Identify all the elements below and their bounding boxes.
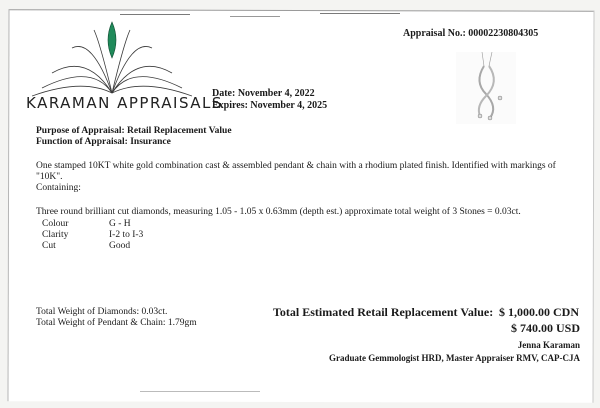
paper-edge-top [9,9,595,12]
purpose-of-appraisal: Purpose of Appraisal: Retail Replacement Value [36,126,232,136]
stones-description: Three round brilliant cut diamonds, measuring 1.05 - 1.05 x 0.63mm (depth est.) approximate total weight of 3 Stones = 0.03ct. [36,207,521,217]
spec-value-colour: G - H [109,219,131,229]
paper-edge-right [592,11,594,403]
pendant-photo-icon [456,52,516,124]
total-value-cdn: $ 1,000.00 CDN [499,305,579,319]
diamond-icon [488,116,492,120]
appraiser-name: Jenna Karaman [517,340,580,350]
total-value-usd: $ 740.00 USD [510,321,580,335]
diamond-weight: Total Weight of Diamonds: 0.03ct. [36,307,168,317]
spec-label-cut: Cut [42,241,56,251]
appraiser-credentials: Graduate Gemmologist HRD, Master Appraiser RMV, CAP-CJA [329,353,580,363]
scratch-mark [320,13,400,14]
appraisal-dates [212,88,327,112]
weights-block [36,307,197,329]
spec-value-clarity: I-2 to I-3 [109,230,144,240]
diamond-icon [478,114,482,118]
company-logo-icon [32,18,192,98]
spec-label-clarity: Clarity [42,230,69,240]
appraisal-number: Appraisal No.: 00002230804305 [403,28,539,39]
item-description: One stamped 10KT white gold combination cast & assembled pendant & chain with a rhodium plated finish. Identified with markings of "10K". [36,161,556,182]
spec-label-colour: Colour [42,219,69,229]
spec-value-cut: Good [109,241,131,251]
paper-edge-left [7,9,9,401]
expiry-date: Expires: November 4, 2025 [212,100,328,111]
company-name: KARAMAN APPRAISALS [26,94,223,112]
total-value-label: Total Estimated Retail Replacement Value: [273,305,494,319]
function-of-appraisal: Function of Appraisal: Insurance [36,137,171,147]
scratch-mark [140,391,260,392]
pendant-chain-weight: Total Weight of Pendant & Chain: 1.79gm [36,318,197,328]
scratch-mark [120,14,190,15]
diamond-icon [498,96,502,100]
containing-label: Containing: [36,183,81,193]
appraisal-date: Date: November 4, 2022 [212,88,315,99]
scratch-mark [230,16,280,17]
emerald-gem-icon [108,22,116,58]
